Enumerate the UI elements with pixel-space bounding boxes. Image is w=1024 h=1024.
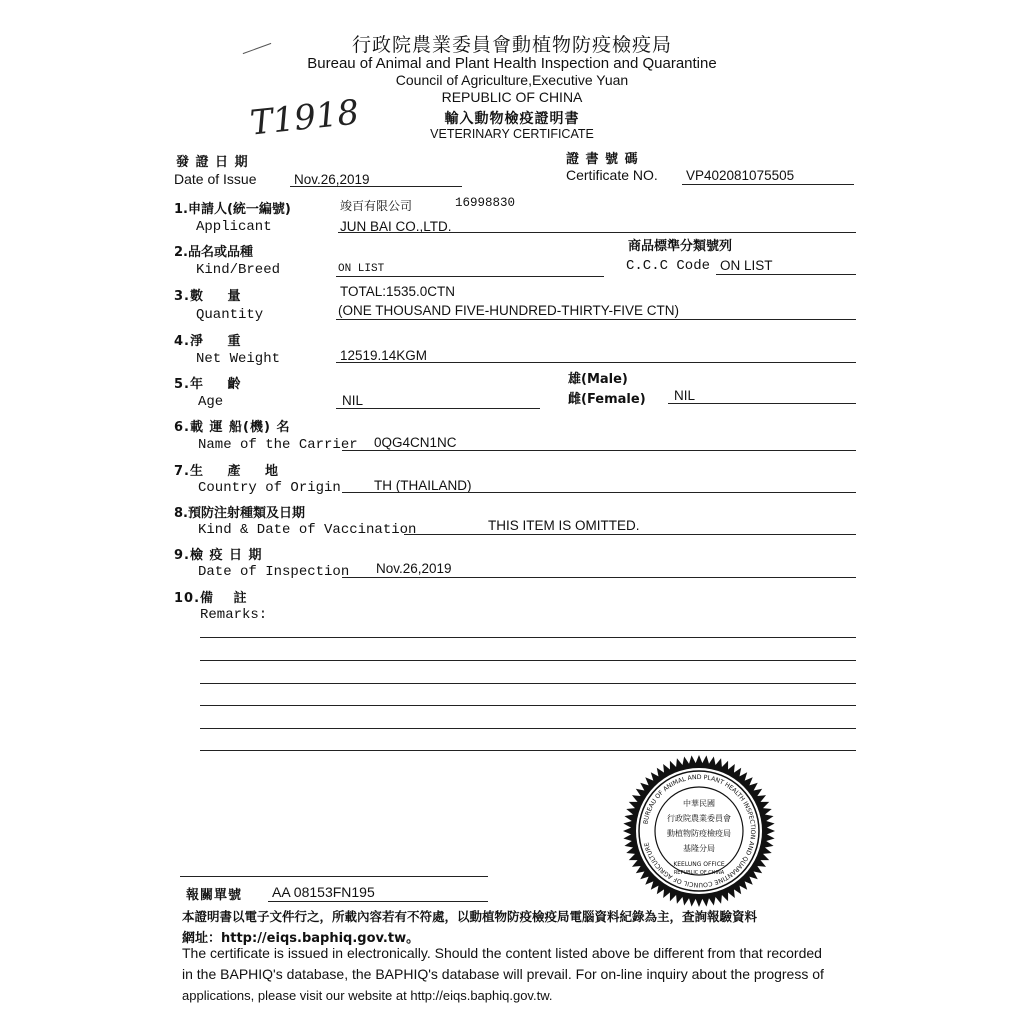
age-label-zh: 5.年 齡 xyxy=(174,377,242,392)
certificate-no-label: Certificate NO. xyxy=(566,167,658,183)
date-of-issue-value: Nov.26,2019 xyxy=(294,172,370,187)
title-zh: 行政院農業委員會動植物防疫檢疫局 xyxy=(351,34,672,56)
ccc-label-zh: 商品標準分類號列 xyxy=(628,239,733,254)
quantity-value-2: (ONE THOUSAND FIVE-HUNDRED-THIRTY-FIVE CTN) xyxy=(338,303,680,318)
date-of-issue-label-zh: 發 證 日 期 xyxy=(176,155,249,170)
seal-line-4: 基隆分局 xyxy=(683,844,715,853)
applicant-name-zh: 竣百有限公司 xyxy=(340,199,413,213)
seal-ring-text: BUREAU OF ANIMAL AND PLANT HEALTH INSPECTION AND QUARANTINE COUNCIL OF AGRICULTURE xyxy=(642,773,757,889)
date-of-issue-label: Date of Issue xyxy=(174,171,257,187)
carrier-value: 0QG4CN1NC xyxy=(374,435,457,450)
remarks-label-zh: 10.備 註 xyxy=(174,591,248,606)
kind-label: Kind/Breed xyxy=(196,262,281,278)
official-seal xyxy=(622,754,776,908)
vaccination-label: Kind & Date of Vaccination xyxy=(198,522,417,538)
republic: REPUBLIC OF CHINA xyxy=(441,89,583,105)
male-label: 雄(Male) xyxy=(568,372,628,387)
note-en-1: The certificate is issued in electronically. Should the content listed above be different from that recorded xyxy=(182,945,822,961)
quantity-value-1: TOTAL:1535.0CTN xyxy=(340,284,456,299)
inspection-label-zh: 9.檢 疫 日 期 xyxy=(174,548,263,563)
seal-line-3: 動植物防疫檢疫局 xyxy=(667,829,731,838)
female-label: 雌(Female) xyxy=(568,392,646,407)
origin-value: TH (THAILAND) xyxy=(374,478,472,493)
inspection-value: Nov.26,2019 xyxy=(376,561,452,576)
seal-bottom-1: KEELUNG OFFICE xyxy=(673,861,725,868)
cert-title-zh: 輸入動物檢疫證明書 xyxy=(444,111,580,127)
handwritten-ref: T1918 xyxy=(248,92,362,144)
age-value: NIL xyxy=(342,393,364,408)
origin-label: Country of Origin xyxy=(198,480,341,496)
seal-line-2: 行政院農業委員會 xyxy=(667,814,731,823)
origin-label-zh: 7.生 產 地 xyxy=(174,464,280,479)
net-weight-label-zh: 4.淨 重 xyxy=(174,334,242,349)
certificate-no-label-zh: 證 書 號 碼 xyxy=(566,152,639,167)
title-en: Bureau of Animal and Plant Health Inspection and Quarantine xyxy=(307,55,717,72)
carrier-label-zh: 6.載 運 船(機) 名 xyxy=(174,420,291,435)
applicant-value: JUN BAI CO.,LTD. xyxy=(340,219,452,234)
net-weight-label: Net Weight xyxy=(196,351,281,367)
vaccination-value: THIS ITEM IS OMITTED. xyxy=(488,518,640,533)
applicant-id-no: 16998830 xyxy=(455,196,516,210)
customs-label: 報關單號 xyxy=(186,888,243,903)
applicant-label: Applicant xyxy=(196,219,272,235)
quantity-label: Quantity xyxy=(196,307,264,323)
sex-value: NIL xyxy=(674,388,696,403)
note-zh: 本證明書以電子文件行之，所載內容若有不符處，以動植物防疫檢疫局電腦資料紀錄為主，查詢報驗資料 xyxy=(182,909,758,924)
kind-label-zh: 2.品名或品種 xyxy=(174,245,253,260)
vaccination-label-zh: 8.預防注射種類及日期 xyxy=(174,506,305,521)
note-en-2: in the BAPHIQ's database, the BAPHIQ's database will prevail. For on-line inquiry about the progress of xyxy=(182,966,824,982)
seal-line-1: 中華民國 xyxy=(683,799,715,808)
cert-title-en: VETERINARY CERTIFICATE xyxy=(430,127,594,141)
certificate-no-value: VP402081075505 xyxy=(686,168,795,183)
age-label: Age xyxy=(198,394,224,410)
net-weight-value: 12519.14KGM xyxy=(340,348,428,363)
ccc-value: ON LIST xyxy=(720,258,773,273)
remarks-label: Remarks: xyxy=(200,607,268,623)
customs-value: AA 08153FN195 xyxy=(272,884,375,900)
ccc-label: C.C.C Code xyxy=(626,258,711,274)
note-en-3: applications, please visit our website at http://eiqs.baphiq.gov.tw. xyxy=(182,988,553,1003)
carrier-label: Name of the Carrier xyxy=(198,437,358,453)
quantity-label-zh: 3.數 量 xyxy=(174,289,242,304)
url-zh: 網址：http://eiqs.baphiq.gov.tw。 xyxy=(182,931,420,946)
applicant-label-zh: 1.申請人(統一編號) xyxy=(174,202,291,217)
kind-value: ON LIST xyxy=(338,263,385,275)
seal-bottom-2: REPUBLIC OF CHINA xyxy=(673,870,725,876)
council: Council of Agriculture,Executive Yuan xyxy=(395,72,629,88)
inspection-label: Date of Inspection xyxy=(198,564,350,580)
